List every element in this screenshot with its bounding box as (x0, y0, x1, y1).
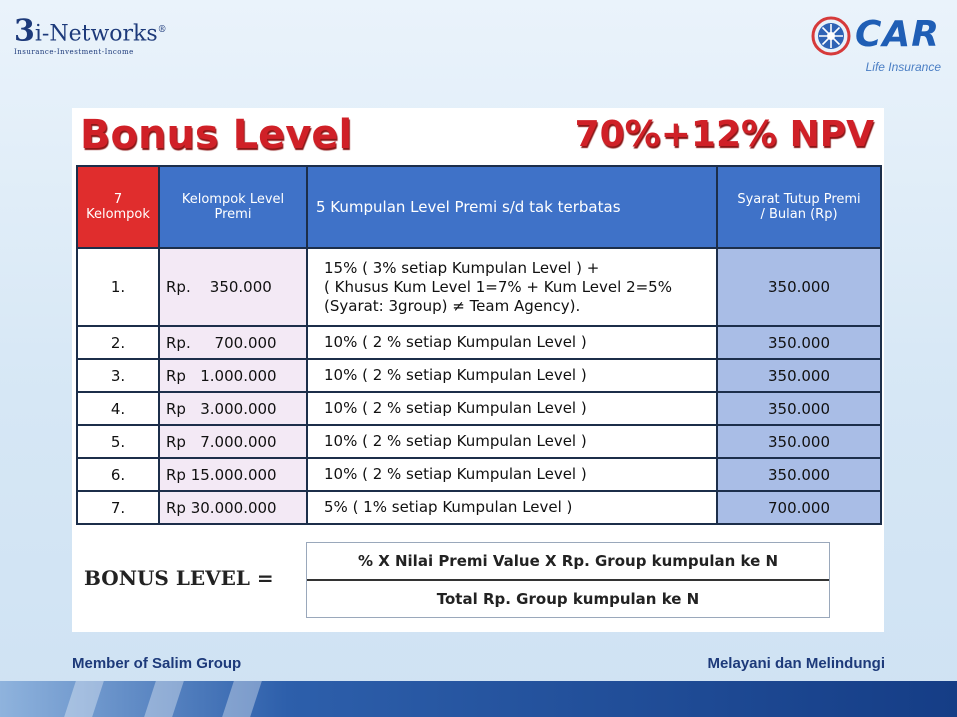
table-row (77, 248, 881, 326)
row-number: 4. (77, 392, 159, 425)
header-level-premi-line2: Premi (214, 207, 252, 222)
header-syarat-line1: Syarat Tutup Premi (737, 192, 861, 207)
table-row (77, 491, 881, 524)
row-premi: Rp 15.000.000 (159, 458, 307, 491)
header-syarat-line2: / Bulan (Rp) (760, 207, 838, 222)
row-number: 6. (77, 458, 159, 491)
header-level-premi-line1: Kelompok Level (181, 192, 285, 207)
row-description-line2: ( Khusus Kum Level 1=7% + Kum Level 2=5% (324, 277, 672, 296)
partner-logo (811, 14, 941, 78)
table-row (77, 425, 881, 458)
row-premi: Rp 30.000.000 (159, 491, 307, 524)
row-syarat: 350.000 (717, 425, 881, 458)
header-level-premi (159, 166, 307, 248)
row-premi: Rp. 350.000 (159, 248, 307, 326)
brand-mark: ® (157, 25, 167, 35)
partner-name: CAR (855, 14, 941, 55)
brand-name (14, 13, 167, 49)
footer-bar (0, 681, 957, 717)
row-number: 3. (77, 359, 159, 392)
row-premi: Rp 1.000.000 (159, 359, 307, 392)
brand-tagline: Insurance-Investment-Income (14, 48, 134, 57)
footer-right-text: Melayani dan Melindungi (707, 655, 885, 672)
header-kelompok-line1: 7 (113, 192, 123, 207)
row-number: 2. (77, 326, 159, 359)
row-premi: Rp 3.000.000 (159, 392, 307, 425)
footer-stripe (64, 681, 104, 717)
row-number: 5. (77, 425, 159, 458)
row-syarat: 350.000 (717, 458, 881, 491)
footer-left-text: Member of Salim Group (72, 655, 242, 672)
table-row (77, 326, 881, 359)
row-description: 10% ( 2 % setiap Kumpulan Level ) (307, 359, 717, 392)
row-number: 7. (77, 491, 159, 524)
row-description: 10% ( 2 % setiap Kumpulan Level ) (307, 458, 717, 491)
row-description-line1: 15% ( 3% setiap Kumpulan Level ) + (324, 258, 600, 277)
row-syarat: 350.000 (717, 392, 881, 425)
header-kelompok-line2: Kelompok (86, 207, 150, 222)
formula-fraction (306, 542, 830, 618)
row-description: 5% ( 1% setiap Kumpulan Level ) (307, 491, 717, 524)
table-row (77, 392, 881, 425)
formula-numerator: % X Nilai Premi Value X Rp. Group kumpulan ke N (307, 543, 829, 581)
row-premi: Rp 7.000.000 (159, 425, 307, 458)
row-description (307, 248, 717, 326)
row-premi: Rp. 700.000 (159, 326, 307, 359)
slide-title: Bonus Level (80, 112, 353, 158)
row-number: 1. (77, 248, 159, 326)
header-kumpulan: 5 Kumpulan Level Premi s/d tak terbatas (307, 166, 717, 248)
brand-prefix: 3 (14, 13, 35, 49)
slide-panel (72, 108, 884, 632)
row-description: 10% ( 2 % setiap Kumpulan Level ) (307, 326, 717, 359)
footer-stripe (144, 681, 184, 717)
footer-stripe (222, 681, 262, 717)
row-syarat: 700.000 (717, 491, 881, 524)
brand-name-text: i-Networks (34, 21, 158, 47)
header-syarat (717, 166, 881, 248)
header-kelompok (77, 166, 159, 248)
row-description: 10% ( 2 % setiap Kumpulan Level ) (307, 425, 717, 458)
car-wheel-emblem-icon (811, 16, 851, 56)
row-syarat: 350.000 (717, 326, 881, 359)
row-syarat: 350.000 (717, 248, 881, 326)
formula-denominator: Total Rp. Group kumpulan ke N (436, 590, 700, 608)
table-header-row (77, 166, 881, 248)
table-row (77, 359, 881, 392)
bonus-level-table (76, 165, 882, 525)
brand-logo (14, 13, 167, 57)
row-description: 10% ( 2 % setiap Kumpulan Level ) (307, 392, 717, 425)
slide-title-right: 70%+12% NPV (574, 114, 874, 155)
partner-subtitle: Life Insurance (865, 60, 941, 74)
table-row (77, 458, 881, 491)
row-description-line3: (Syarat: 3group) ≠ Team Agency). (324, 296, 581, 315)
row-syarat: 350.000 (717, 359, 881, 392)
formula-label: BONUS LEVEL = (84, 566, 274, 590)
